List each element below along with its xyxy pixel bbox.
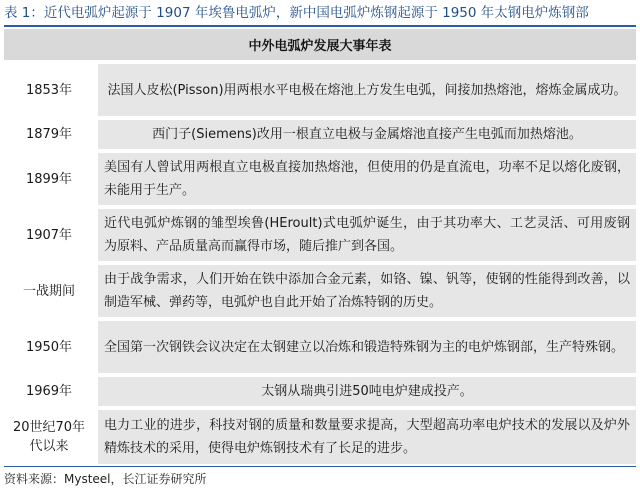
table-row [4, 317, 636, 373]
table-row [4, 205, 636, 261]
event-cell: 太钢从瑞典引进50吨电炉建成投产。 [98, 373, 636, 406]
event-cell: 电力工业的进步，科技对钢的质量和数量要求提高，大型超高功率电炉技术的发展以及炉外精炼技术的采用，使得电炉炼钢技术有了长足的进步。 [98, 406, 636, 464]
year-cell: 1899年 [4, 149, 98, 205]
year-cell: 1853年 [4, 60, 98, 116]
event-cell: 近代电弧炉炼钢的雏型埃鲁(HEroult)式电弧炉诞生，由于其功率大、工艺灵活、可用废钢为原料、产品质量高而赢得市场，随后推广到各国。 [98, 205, 636, 261]
table-bottom-rule [4, 466, 636, 467]
event-cell: 全国第一次钢铁会议决定在太钢建立以冶炼和锻造特殊钢为主的电炉炼钢部，生产特殊钢。 [98, 317, 636, 373]
table-row [4, 149, 636, 205]
table-row [4, 60, 636, 116]
table-row [4, 116, 636, 149]
table-caption: 表 1：近代电弧炉起源于 1907 年埃鲁电弧炉，新中国电弧炉炼钢起源于 1950 年太钢电炉炼钢部 [4, 5, 589, 21]
year-cell: 20世纪70年代以来 [4, 406, 98, 464]
event-cell: 法国人皮松(Pisson)用两根水平电极在熔池上方发生电弧，间接加热熔池，熔炼金属成功。 [98, 60, 636, 116]
year-cell: 一战期间 [4, 261, 98, 317]
table-row [4, 406, 636, 464]
year-cell: 1907年 [4, 205, 98, 261]
event-cell: 西门子(Siemens)改用一根直立电极与金属熔池直接产生电弧而加热熔池。 [98, 116, 636, 149]
year-cell: 1969年 [4, 373, 98, 406]
year-cell: 1879年 [4, 116, 98, 149]
table-row [4, 373, 636, 406]
table-row [4, 261, 636, 317]
source-note: 资料来源：Mysteel，长江证券研究所 [4, 472, 207, 486]
events-table [4, 29, 636, 464]
event-cell: 美国有人曾试用两根直立电极直接加热熔池，但使用的仍是直流电，功率不足以熔化废钢，未能用于生产。 [98, 149, 636, 205]
event-cell: 由于战争需求，人们开始在铁中添加合金元素，如铬、镍、钒等，使钢的性能得到改善，以制造军械、弹药等，电弧炉也自此开始了冶炼特钢的历史。 [98, 261, 636, 317]
table-header: 中外电弧炉发展大事年表 [4, 29, 636, 60]
caption-rule [4, 25, 636, 27]
year-cell: 1950年 [4, 317, 98, 373]
